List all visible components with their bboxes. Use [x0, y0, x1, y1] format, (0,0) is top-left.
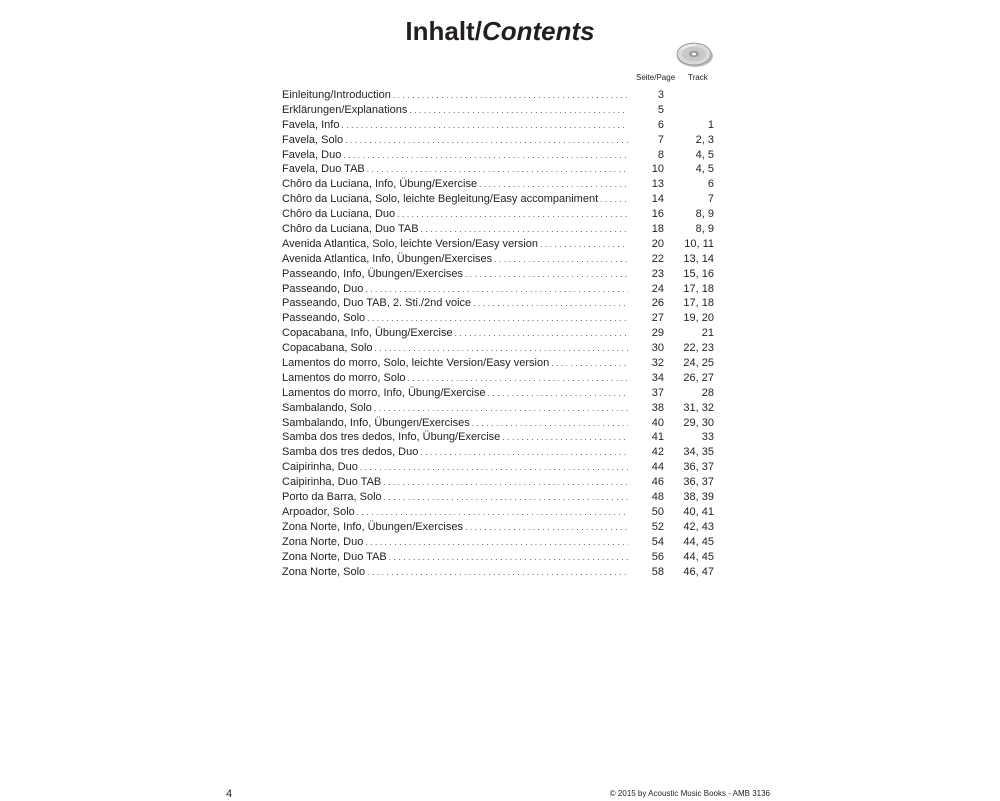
toc-entry-title-wrapper	[282, 401, 628, 416]
toc-entry-track: 4, 5	[695, 163, 714, 176]
toc-entry-title: Passeando, Solo	[282, 312, 366, 325]
toc-entry	[282, 520, 714, 535]
toc-entry	[282, 416, 714, 431]
toc-entry-track: 17, 18	[683, 297, 714, 310]
toc-entry-title: Porto da Barra, Solo	[282, 491, 382, 504]
toc-entry	[282, 207, 714, 222]
toc-entry-track: 2, 3	[695, 133, 714, 146]
toc-entry-page: 22	[651, 252, 664, 265]
toc-entry-title-wrapper	[282, 267, 628, 282]
toc-entry-page: 41	[651, 431, 664, 444]
page-number: 4	[226, 788, 233, 800]
toc-entry	[282, 162, 714, 177]
toc-entry-title-wrapper	[282, 222, 628, 237]
toc-entry-page: 50	[651, 505, 664, 518]
toc-entry-title: Favela, Duo	[282, 148, 342, 161]
toc-entry-title: Sambalando, Info, Übungen/Exercises	[282, 416, 470, 429]
toc-entry-page: 13	[651, 178, 664, 191]
toc-entry-page: 6	[657, 118, 664, 131]
toc-entry-page: 52	[651, 520, 664, 533]
toc-entry-title-wrapper	[282, 177, 628, 192]
toc-entry-page: 30	[651, 342, 664, 355]
toc-entry-title: Zona Norte, Info, Übungen/Exercises	[282, 520, 463, 533]
toc-entry-page: 16	[651, 208, 664, 221]
toc-entry-title-wrapper	[282, 296, 628, 311]
toc-entry-track: 8, 9	[695, 208, 714, 221]
toc-entry-title: Avenida Atlantica, Solo, leichte Version/Easy version	[282, 237, 539, 250]
toc-entry-title-wrapper	[282, 311, 628, 326]
toc-entry-title: Samba dos tres dedos, Info, Übung/Exercise	[282, 431, 501, 444]
column-header-page: Seite/Page	[636, 73, 676, 82]
toc-entry-title: Zona Norte, Solo	[282, 565, 366, 578]
toc-entry-track: 21	[701, 327, 714, 340]
toc-entry-page: 44	[651, 461, 664, 474]
toc-entry-title-wrapper	[282, 162, 628, 177]
toc-entry-title: Zona Norte, Duo TAB	[282, 550, 387, 563]
toc-entry-title-wrapper	[282, 133, 628, 148]
toc-entry	[282, 118, 714, 133]
toc-entry-page: 18	[651, 223, 664, 236]
toc-entry-page: 14	[651, 193, 664, 206]
toc-entry-title-wrapper	[282, 118, 628, 133]
toc-entry	[282, 475, 714, 490]
toc-entry-track: 28	[701, 386, 714, 399]
toc-entry	[282, 177, 714, 192]
toc-entry-title: Chôro da Luciana, Solo, leichte Begleitung/Easy accompaniment	[282, 193, 599, 206]
toc-entry	[282, 535, 714, 550]
toc-entry-title-wrapper	[282, 88, 628, 103]
toc-entry	[282, 326, 714, 341]
toc-entry	[282, 267, 714, 282]
toc-entry-title: Favela, Info	[282, 118, 340, 131]
toc-entry	[282, 237, 714, 252]
toc-entry-track: 17, 18	[683, 282, 714, 295]
cd-disc-icon	[676, 40, 714, 68]
toc-entry-track: 40, 41	[683, 505, 714, 518]
toc-entry	[282, 88, 714, 103]
toc-entry-page: 34	[651, 371, 664, 384]
toc-entry-title: Passeando, Info, Übungen/Exercises	[282, 267, 464, 280]
toc-entry-title: Samba dos tres dedos, Duo	[282, 446, 419, 459]
toc-entry-title: Chôro da Luciana, Info, Übung/Exercise	[282, 178, 478, 191]
toc-entry-title: Arpoador, Solo	[282, 505, 355, 518]
toc-entry	[282, 445, 714, 460]
table-of-contents	[282, 88, 714, 579]
toc-entry-title: Passeando, Duo	[282, 282, 364, 295]
toc-entry-title-wrapper	[282, 341, 628, 356]
title-german: Inhalt/	[405, 16, 482, 47]
toc-entry-title-wrapper	[282, 445, 628, 460]
toc-entry	[282, 192, 714, 207]
toc-entry-page: 3	[657, 89, 664, 101]
toc-entry-title-wrapper	[282, 192, 628, 207]
toc-entry-title-wrapper	[282, 207, 628, 222]
toc-entry-track: 7	[707, 193, 714, 206]
toc-entry-title: Favela, Duo TAB	[282, 163, 365, 176]
toc-entry	[282, 133, 714, 148]
toc-entry-track: 8, 9	[695, 223, 714, 236]
toc-entry-title: Chôro da Luciana, Duo	[282, 208, 396, 221]
toc-entry-track: 1	[707, 118, 714, 131]
toc-entry-page: 48	[651, 491, 664, 504]
toc-entry-track: 19, 20	[683, 312, 714, 325]
toc-entry-title: Erklärungen/Explanations	[282, 103, 408, 116]
toc-entry-title-wrapper	[282, 237, 628, 252]
toc-entry	[282, 148, 714, 163]
toc-entry-track: 22, 23	[683, 342, 714, 355]
toc-entry-title-wrapper	[282, 460, 628, 475]
toc-entry	[282, 490, 714, 505]
toc-entry-title-wrapper	[282, 416, 628, 431]
toc-entry-title-wrapper	[282, 490, 628, 505]
toc-entry-page: 7	[657, 133, 664, 146]
toc-entry-page: 5	[657, 103, 664, 116]
toc-entry-title-wrapper	[282, 520, 628, 535]
toc-entry-track: 44, 45	[683, 550, 714, 563]
toc-entry-track: 33	[701, 431, 714, 444]
toc-entry	[282, 282, 714, 297]
toc-entry-track: 29, 30	[683, 416, 714, 429]
toc-entry-title: Favela, Solo	[282, 133, 344, 146]
toc-entry	[282, 565, 714, 580]
toc-entry-title-wrapper	[282, 326, 628, 341]
toc-entry-title: Avenida Atlantica, Info, Übungen/Exercises	[282, 252, 493, 265]
toc-entry-title-wrapper	[282, 535, 628, 550]
toc-entry	[282, 356, 714, 371]
toc-entry-title-wrapper	[282, 148, 628, 163]
toc-entry-title: Caipirinha, Duo	[282, 461, 358, 474]
toc-entry-title: Passeando, Duo TAB, 2. Sti./2nd voice	[282, 297, 472, 310]
page-title	[0, 17, 1000, 45]
toc-entry-track: 4, 5	[695, 148, 714, 161]
toc-entry-title: Lamentos do morro, Info, Übung/Exercise	[282, 386, 486, 399]
toc-entry-title: Chôro da Luciana, Duo TAB	[282, 223, 419, 236]
toc-entry-title-wrapper	[282, 356, 628, 371]
toc-entry-track: 13, 14	[683, 252, 714, 265]
toc-entry-title: Einleitung/Introduction	[282, 89, 391, 101]
title-english: Contents	[481, 16, 595, 47]
toc-entry	[282, 371, 714, 386]
toc-entry-title-wrapper	[282, 475, 628, 490]
toc-entry-track: 46, 47	[683, 565, 714, 578]
toc-entry	[282, 252, 714, 267]
toc-entry-title-wrapper	[282, 371, 628, 386]
toc-entry-page: 40	[651, 416, 664, 429]
toc-entry-page: 24	[651, 282, 664, 295]
toc-entry-title: Lamentos do morro, Solo	[282, 371, 406, 384]
toc-entry-page: 37	[651, 386, 664, 399]
toc-entry-title-wrapper	[282, 252, 628, 267]
toc-entry-track: 26, 27	[683, 371, 714, 384]
toc-entry-page: 56	[651, 550, 664, 563]
toc-entry-title: Zona Norte, Duo	[282, 535, 364, 548]
toc-entry-page: 8	[657, 148, 664, 161]
toc-entry-track: 36, 37	[683, 461, 714, 474]
toc-entry-page: 26	[651, 297, 664, 310]
toc-entry-title: Lamentos do morro, Solo, leichte Version/Easy version	[282, 357, 550, 370]
toc-entry	[282, 311, 714, 326]
toc-entry-title: Sambalando, Solo	[282, 401, 372, 414]
toc-entry-title-wrapper	[282, 550, 628, 565]
toc-entry	[282, 341, 714, 356]
toc-entry-title-wrapper	[282, 505, 628, 520]
toc-entry-page: 38	[651, 401, 664, 414]
toc-entry	[282, 222, 714, 237]
toc-entry-page: 32	[651, 357, 664, 370]
toc-entry-title: Caipirinha, Duo TAB	[282, 476, 382, 489]
toc-entry-track: 34, 35	[683, 446, 714, 459]
toc-entry-track: 38, 39	[683, 491, 714, 504]
toc-entry-track: 42, 43	[683, 520, 714, 533]
toc-entry-page: 46	[651, 476, 664, 489]
column-header-track: Track	[688, 73, 708, 82]
toc-entry	[282, 386, 714, 401]
toc-entry-page: 29	[651, 327, 664, 340]
toc-entry-title: Copacabana, Solo	[282, 342, 373, 355]
toc-entry-track: 31, 32	[683, 401, 714, 414]
toc-entry-title: Copacabana, Info, Übung/Exercise	[282, 327, 453, 340]
toc-entry-page: 58	[651, 565, 664, 578]
toc-entry-title-wrapper	[282, 565, 628, 580]
toc-entry-page: 42	[651, 446, 664, 459]
toc-entry-page: 10	[651, 163, 664, 176]
toc-entry-track: 15, 16	[683, 267, 714, 280]
toc-entry-track: 36, 37	[683, 476, 714, 489]
toc-entry	[282, 505, 714, 520]
toc-entry-page: 23	[651, 267, 664, 280]
copyright-notice: © 2015 by Acoustic Music Books - AMB 3136	[609, 789, 770, 798]
toc-entry-track: 10, 11	[684, 237, 714, 250]
toc-entry-page: 27	[651, 312, 664, 325]
toc-entry-track: 24, 25	[683, 357, 714, 370]
toc-entry	[282, 460, 714, 475]
toc-entry-track: 44, 45	[683, 535, 714, 548]
toc-entry-title-wrapper	[282, 386, 628, 401]
toc-entry-page: 20	[651, 237, 664, 250]
toc-entry	[282, 103, 714, 118]
toc-entry-page: 54	[651, 535, 664, 548]
toc-entry	[282, 430, 714, 445]
toc-entry-title-wrapper	[282, 282, 628, 297]
toc-entry-title-wrapper	[282, 430, 628, 445]
toc-entry	[282, 296, 714, 311]
toc-entry-title-wrapper	[282, 103, 628, 118]
toc-entry	[282, 550, 714, 565]
toc-entry	[282, 401, 714, 416]
toc-entry-track: 6	[707, 178, 714, 191]
